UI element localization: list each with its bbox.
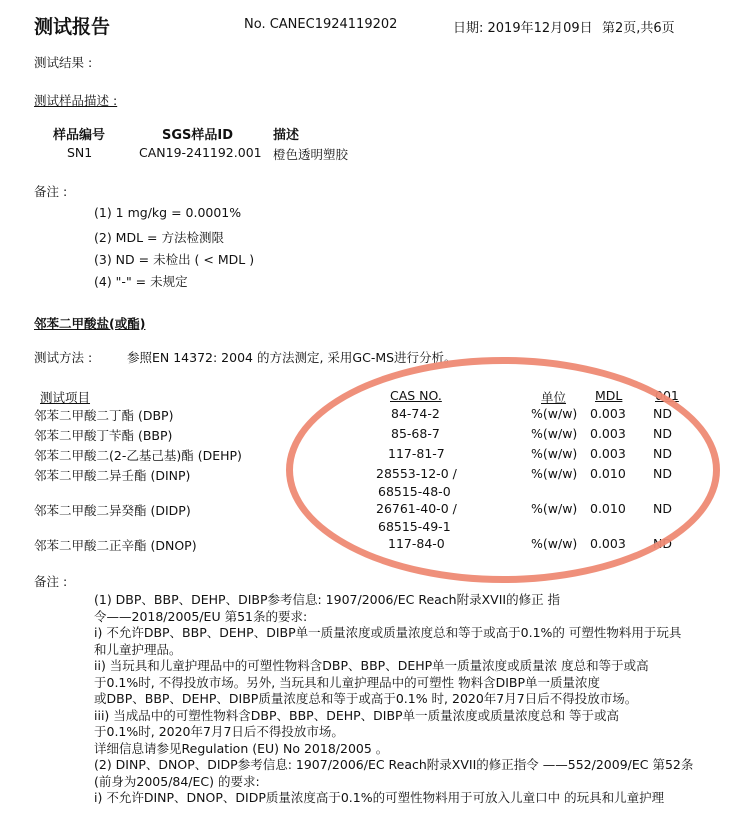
results-col-header: MDL [595,388,623,403]
notes2-line: 或DBP、BBP、DEHP、DIBP质量浓度总和等于或高于0.1% 时, 2020年7月7日后不得投放市场。 [94,691,638,706]
results-cas: 85-68-7 [391,426,440,441]
sample-cell: CAN19-241192.001 [139,145,262,160]
sample-cell: 橙色透明塑胶 [273,147,349,162]
note-item: (2) MDL = 方法检测限 [94,230,224,245]
results-value: ND [653,406,672,421]
results-cas: 117-81-7 [388,446,445,461]
notes2-line: 令——2018/2005/EU 第51条的要求: [94,608,308,624]
notes2-line: 和儿童护理品。 [94,641,182,657]
results-cas: 68515-49-1 [378,519,451,534]
results-item: 邻苯二甲酸二(2-乙基己基)酯 (DEHP) [34,448,242,463]
results-col-header: 001 [655,388,679,403]
method-label: 测试方法 : [34,350,93,365]
notes2-line: 详细信息请参见Regulation (EU) No 2018/2005 。 [94,740,389,756]
results-value: ND [653,446,672,461]
results-cas: 117-84-0 [388,536,445,551]
results-cas: 26761-40-0 / [376,501,457,516]
sample-col-header: SGS样品ID [162,128,234,143]
report-date: 日期: 2019年12月09日 [453,21,593,36]
notes2-line: 于0.1%时, 不得投放市场。另外, 当玩具和儿童护理品中的可塑性 物料含DIBP单一质量浓度 [94,674,601,690]
results-cas: 84-74-2 [391,406,440,421]
sample-desc-label: 测试样品描述 : [34,93,118,108]
note-item: (1) 1 mg/kg = 0.0001% [94,205,242,220]
results-unit: %(w/w) [531,501,578,516]
results-value: ND [653,536,672,551]
notes2-line: (前身为2005/84/EC) 的要求: [94,773,260,789]
sample-col-header: 样品编号 [53,128,106,143]
results-unit: %(w/w) [531,446,578,461]
results-unit: %(w/w) [531,466,578,481]
results-value: ND [653,426,672,441]
results-value: ND [653,466,672,481]
results-item: 邻苯二甲酸二异壬酯 (DINP) [34,468,191,483]
sample-col-header: 描述 [273,128,300,143]
results-item: 邻苯二甲酸丁苄酯 (BBP) [34,428,173,443]
results-col-header: 单位 [541,390,567,405]
notes2-line: (1) DBP、BBP、DEHP、DIBP参考信息: 1907/2006/EC Reach附录XVII的修正 指 [94,592,561,607]
results-col-header: 测试项目 [40,390,91,405]
notes-label: 备注 : [34,184,68,199]
results-unit: %(w/w) [531,536,578,551]
report-title: 测试报告 [34,16,111,38]
note-item: (4) "-" = 未规定 [94,274,188,289]
sample-cell: SN1 [67,145,93,160]
notes2-line: 于0.1%时, 2020年7月7日后不得投放市场。 [94,724,344,739]
results-item: 邻苯二甲酸二正辛酯 (DNOP) [34,538,197,553]
method-text: 参照EN 14372: 2004 的方法测定, 采用GC-MS进行分析。 [127,350,457,365]
report-number: No. CANEC1924119202 [244,17,398,32]
results-mdl: 0.003 [590,446,626,461]
page-indicator: 第2页,共6页 [602,21,675,36]
results-mdl: 0.010 [590,501,626,516]
notes2-line: ii) 当玩具和儿童护理品中的可塑性物料含DBP、BBP、DEHP单一质量浓度或质量浓 度总和等于或高 [94,658,649,673]
notes2-line: i) 不允许DINP、DNOP、DIDP质量浓度高于0.1%的可塑性物料用于可放入儿童口中 的玩具和儿童护理 [94,790,665,805]
results-mdl: 0.003 [590,426,626,441]
results-value: ND [653,501,672,516]
section-title: 邻苯二甲酸盐(或酯) [34,316,146,331]
results-mdl: 0.010 [590,466,626,481]
result-label: 测试结果 : [34,55,93,70]
results-mdl: 0.003 [590,406,626,421]
notes2-line: (2) DINP、DNOP、DIDP参考信息: 1907/2006/EC Reach附录XVII的修正指令 ——552/2009/EC 第52条 [94,757,694,772]
note-item: (3) ND = 未检出 ( < MDL ) [94,252,255,267]
results-item: 邻苯二甲酸二丁酯 (DBP) [34,408,174,423]
notes2-block [94,592,693,807]
results-col-header: CAS NO. [390,388,442,403]
results-item: 邻苯二甲酸二异癸酯 (DIDP) [34,503,191,518]
results-unit: %(w/w) [531,426,578,441]
results-mdl: 0.003 [590,536,626,551]
notes2-line: i) 不允许DBP、BBP、DEHP、DIBP单一质量浓度或质量浓度总和等于或高于0.1%的 可塑性物料用于玩具 [94,625,682,640]
results-cas: 68515-48-0 [378,484,451,499]
results-unit: %(w/w) [531,406,578,421]
notes2-label: 备注 : [34,574,68,589]
notes2-line: iii) 当成品中的可塑性物料含DBP、BBP、DEHP、DIBP单一质量浓度或质量浓度总和 等于或高 [94,707,620,723]
results-cas: 28553-12-0 / [376,466,457,481]
